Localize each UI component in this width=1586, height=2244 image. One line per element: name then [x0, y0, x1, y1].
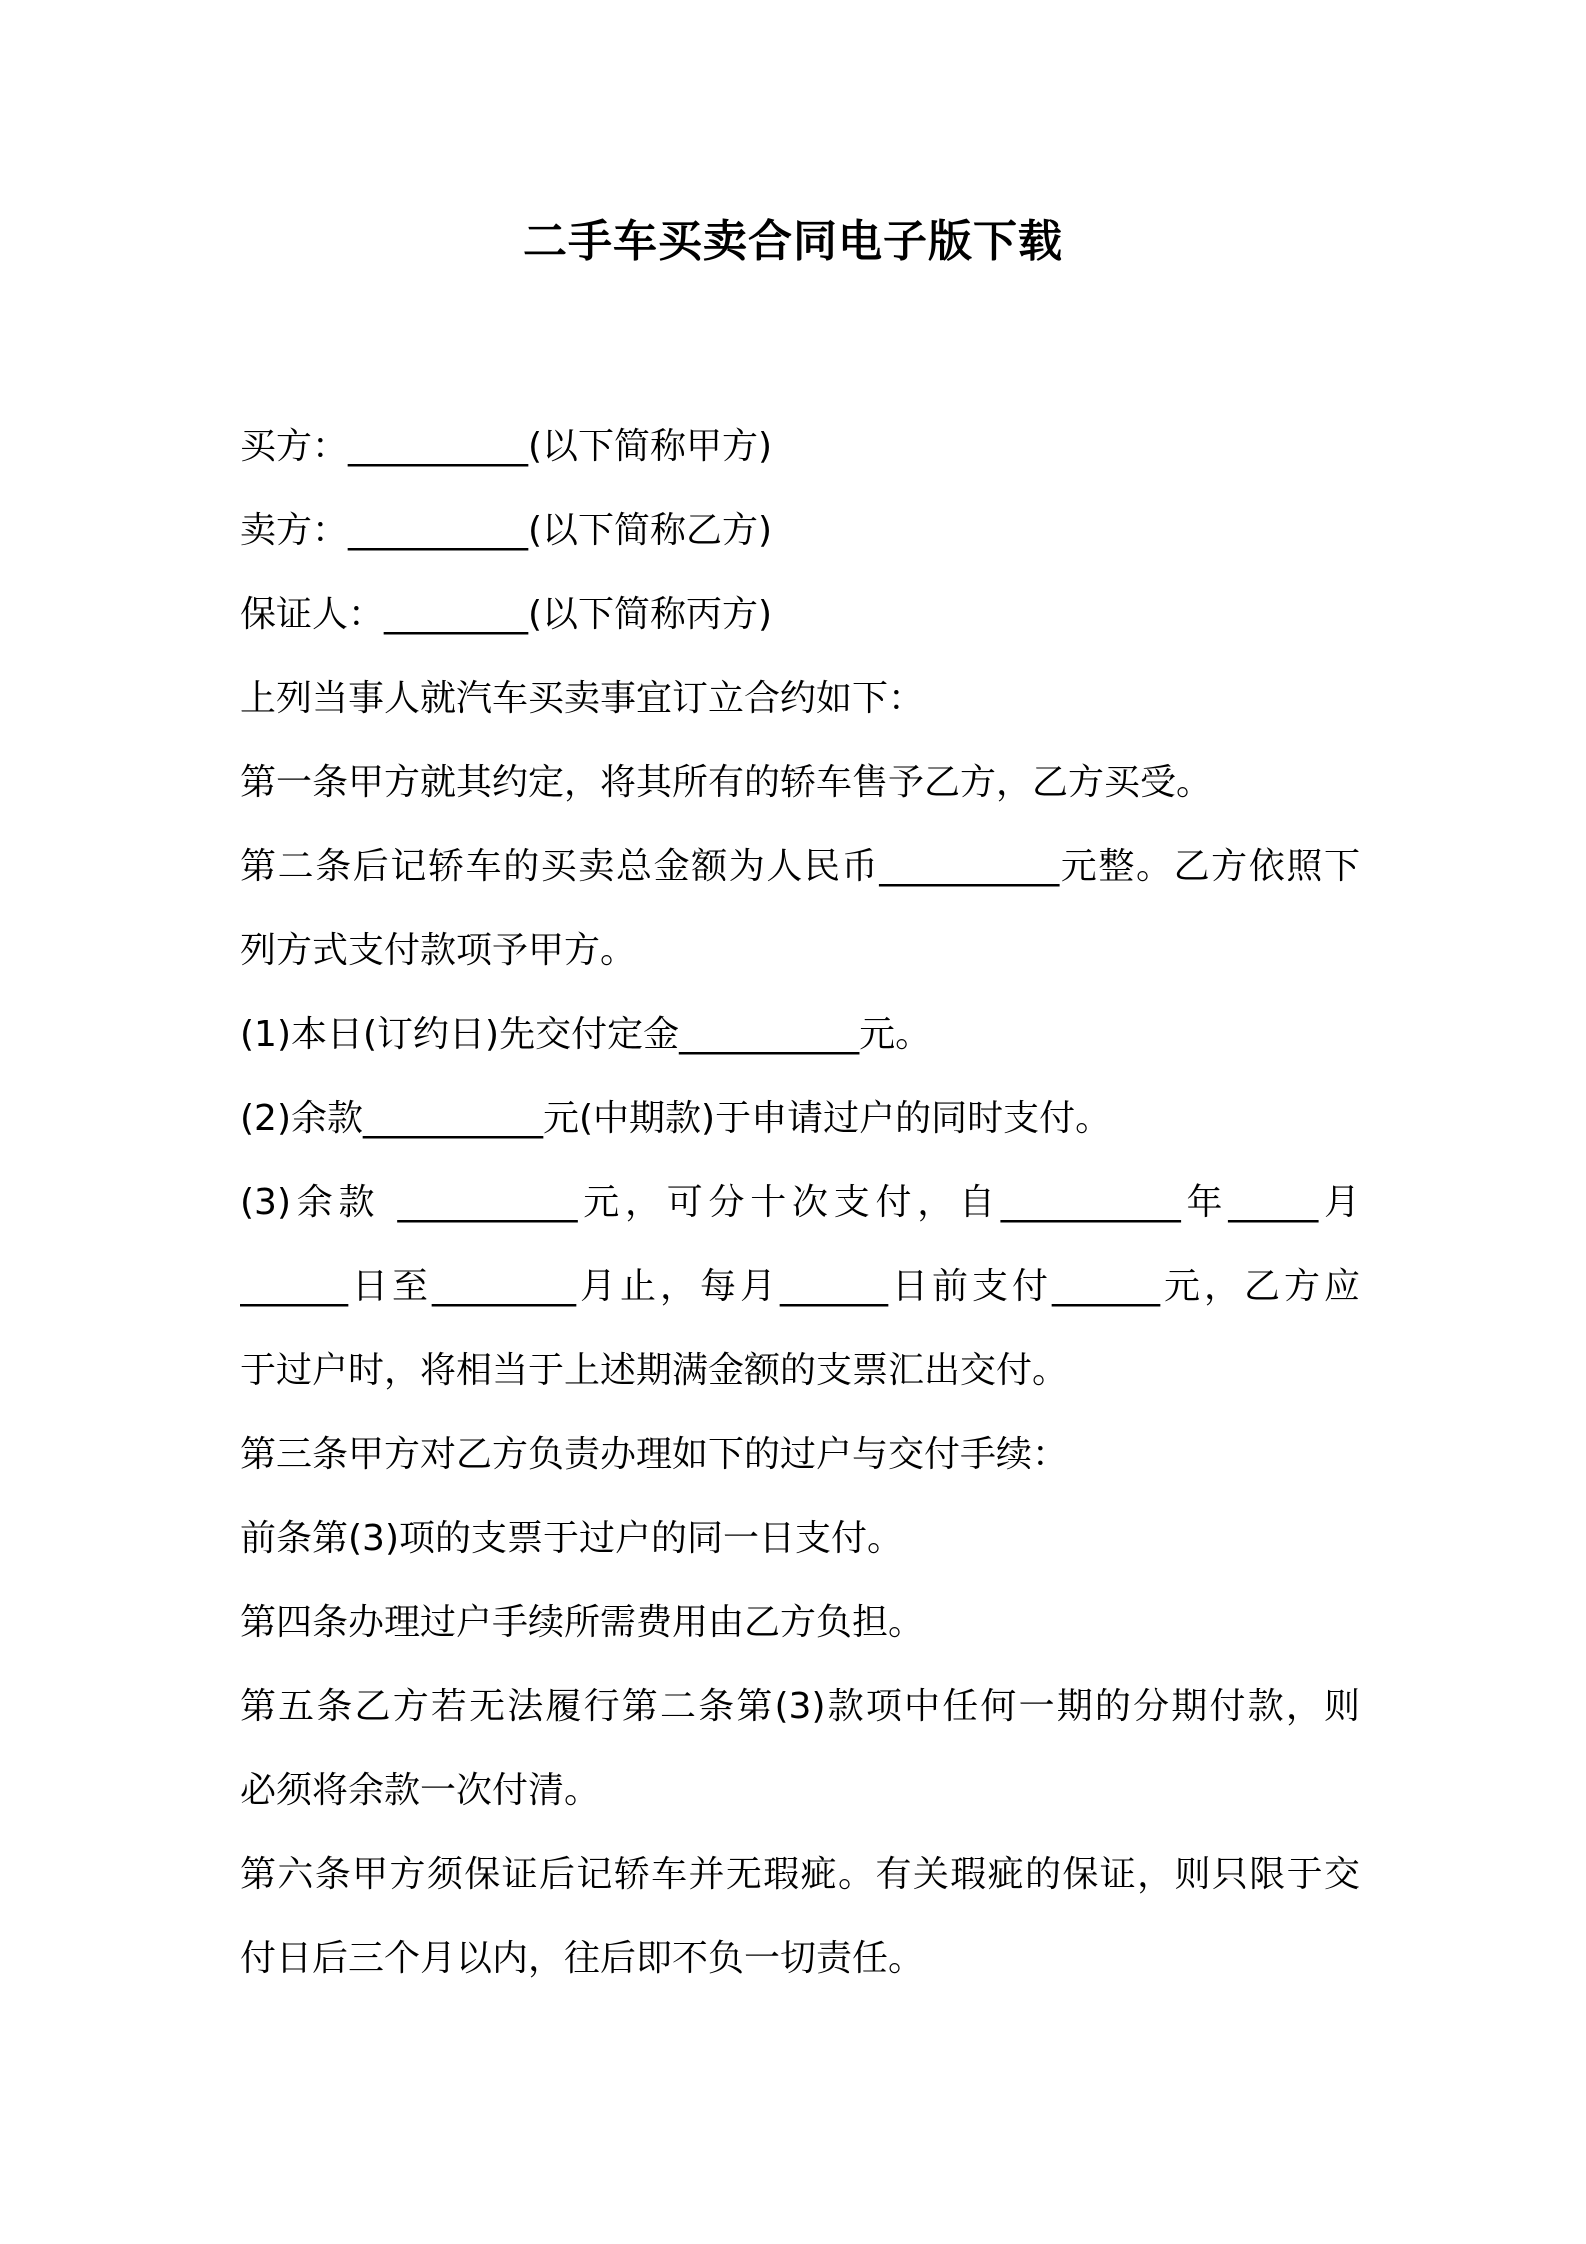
article-5-line-1: 第五条乙方若无法履行第二条第(3)款项中任何一期的分期付款，则 — [240, 1686, 1360, 1727]
payment-item-3-line-3: 于过户时，将相当于上述期满金额的支票汇出交付。 — [240, 1350, 1069, 1391]
article-3-line: 第三条甲方对乙方负责办理如下的过户与交付手续： — [240, 1434, 1069, 1475]
article-6-line-1: 第六条甲方须保证后记轿车并无瑕疵。有关瑕疵的保证，则只限于交 — [240, 1854, 1360, 1895]
article-2-line-2: 列方式支付款项予甲方。 — [240, 930, 637, 971]
payment-item-2-line: (2)余款__________元(中期款)于申请过户的同时支付。 — [240, 1098, 1112, 1139]
buyer-line: 买方：__________(以下简称甲方) — [240, 426, 773, 467]
article-6-line-2: 付日后三个月以内，往后即不负一切责任。 — [240, 1938, 925, 1979]
payment-item-1-line: (1)本日(订约日)先交付定金__________元。 — [240, 1014, 932, 1055]
document-body — [240, 405, 1360, 2001]
payment-item-3-line-1: (3)余款 __________元，可分十次支付，自__________年_____月 — [240, 1182, 1360, 1223]
seller-line: 卖方：__________(以下简称乙方) — [240, 510, 773, 551]
document-title: 二手车买卖合同电子版下载 — [523, 216, 1063, 267]
article-4-line: 第四条办理过户手续所需费用由乙方负担。 — [240, 1602, 925, 1643]
article-5-line-2: 必须将余款一次付清。 — [240, 1770, 601, 1811]
payment-item-3-line-2: ______日至________月止，每月______日前支付______元，乙方应 — [240, 1266, 1360, 1307]
article-3-detail-line: 前条第(3)项的支票于过户的同一日支付。 — [240, 1518, 903, 1559]
article-2-line-1: 第二条后记轿车的买卖总金额为人民币__________元整。乙方依照下 — [240, 846, 1360, 887]
guarantor-line: 保证人：________(以下简称丙方) — [240, 594, 773, 635]
preamble-line: 上列当事人就汽车买卖事宜订立合约如下： — [240, 678, 925, 719]
article-1-line: 第一条甲方就其约定，将其所有的轿车售予乙方，乙方买受。 — [240, 762, 1213, 803]
